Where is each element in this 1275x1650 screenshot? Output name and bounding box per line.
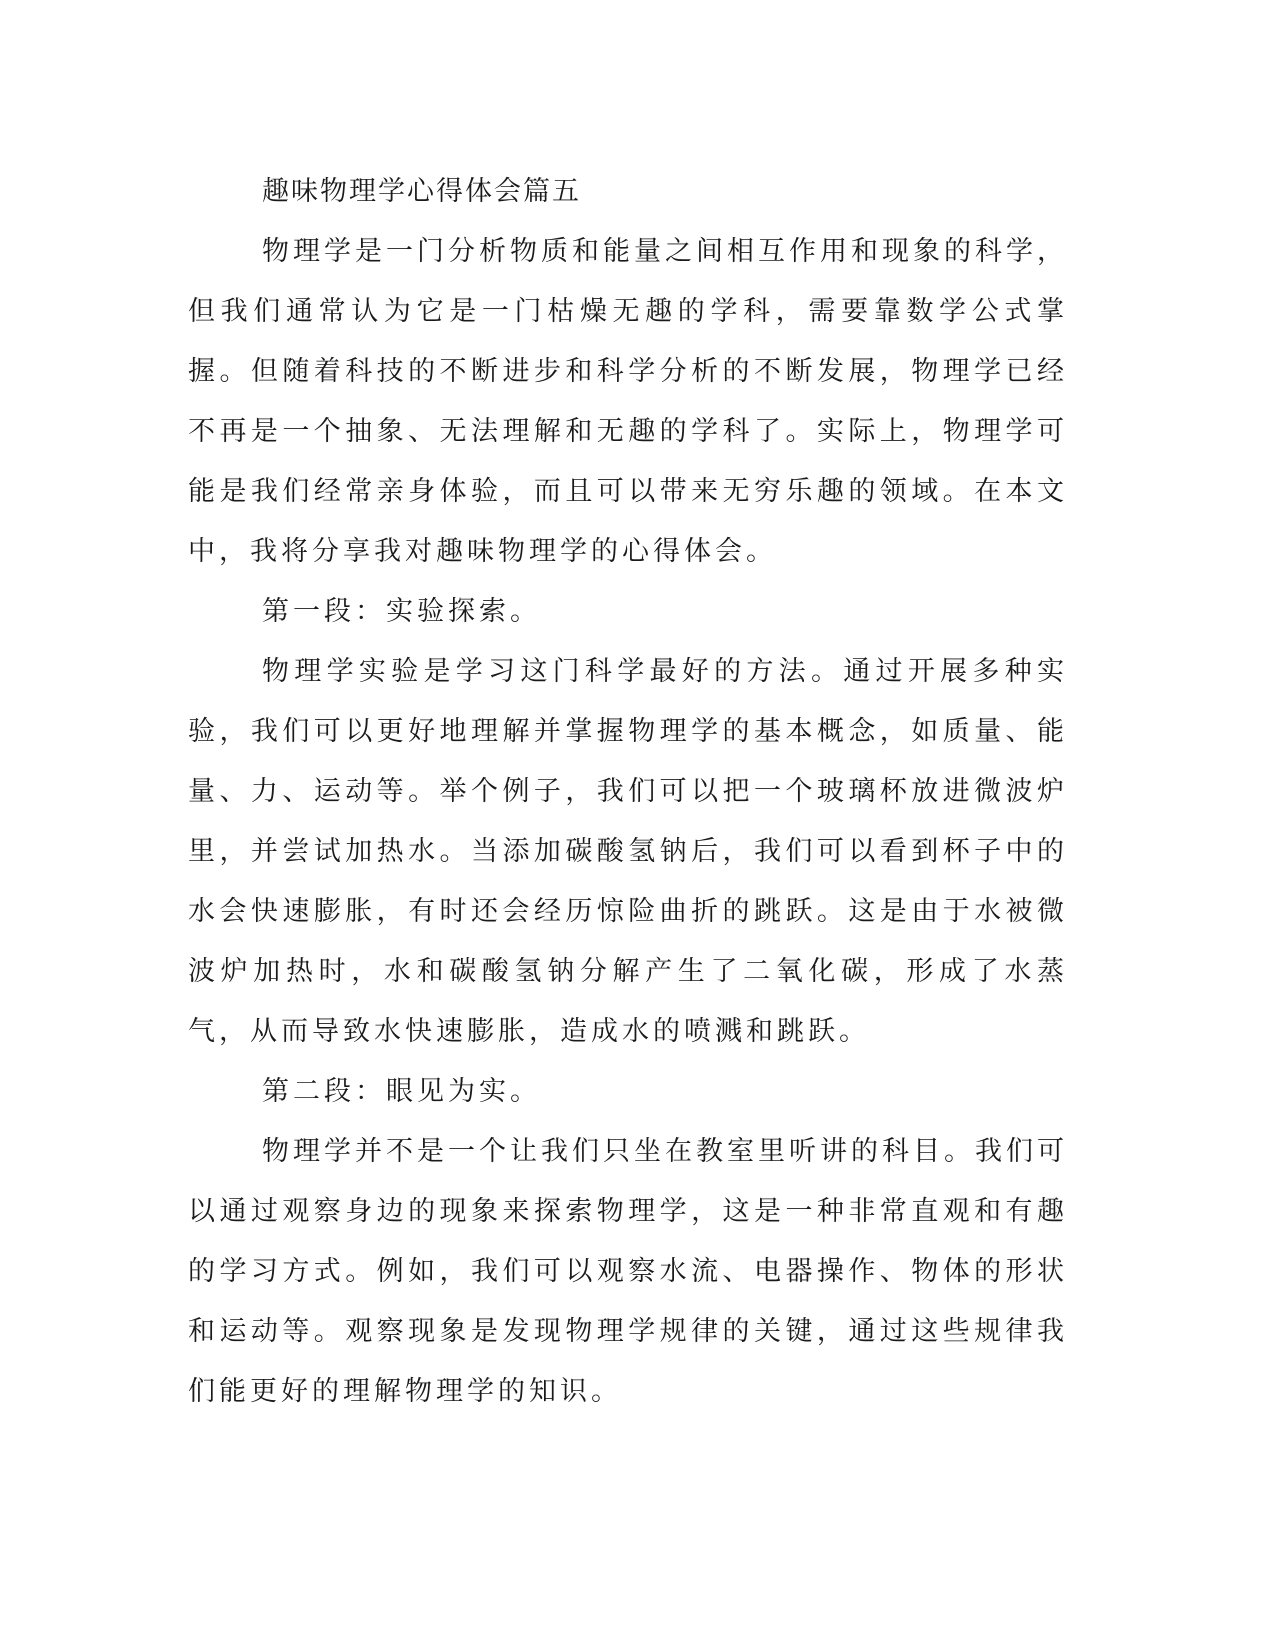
section-heading-1: 第一段：实验探索。	[262, 596, 541, 627]
section-paragraph-2: 物理学并不是一个让我们只坐在教室里听讲的科目。我们可以通过观察身边的现象来探索物理学，这是一种非常直观和有趣的学习方式。例如，我们可以观察水流、电器操作、物体的形状和运动等。观察现象是发现物理学规律的关键，通过这些规律我们能更好的理解物理学的知识。	[188, 1136, 1068, 1407]
intro-paragraph: 物理学是一门分析物质和能量之间相互作用和现象的科学，但我们通常认为它是一门枯燥无趣的学科，需要靠数学公式掌握。但随着科技的不断进步和科学分析的不断发展，物理学已经不再是一个抽象、无法理解和无趣的学科了。实际上，物理学可能是我们经常亲身体验，而且可以带来无穷乐趣的领域。在本文中，我将分享我对趣味物理学的心得体会。	[188, 236, 1068, 567]
section-paragraph-1: 物理学实验是学习这门科学最好的方法。通过开展多种实验，我们可以更好地理解并掌握物理学的基本概念，如质量、能量、力、运动等。举个例子，我们可以把一个玻璃杯放进微波炉里，并尝试加热水。当添加碳酸氢钠后，我们可以看到杯子中的水会快速膨胀，有时还会经历惊险曲折的跳跃。这是由于水被微波炉加热时，水和碳酸氢钠分解产生了二氧化碳，形成了水蒸气，从而导致水快速膨胀，造成水的喷溅和跳跃。	[188, 656, 1068, 1047]
document-body	[188, 162, 1068, 1422]
document-title: 趣味物理学心得体会篇五	[262, 176, 581, 207]
section-heading-2: 第二段：眼见为实。	[262, 1076, 541, 1107]
